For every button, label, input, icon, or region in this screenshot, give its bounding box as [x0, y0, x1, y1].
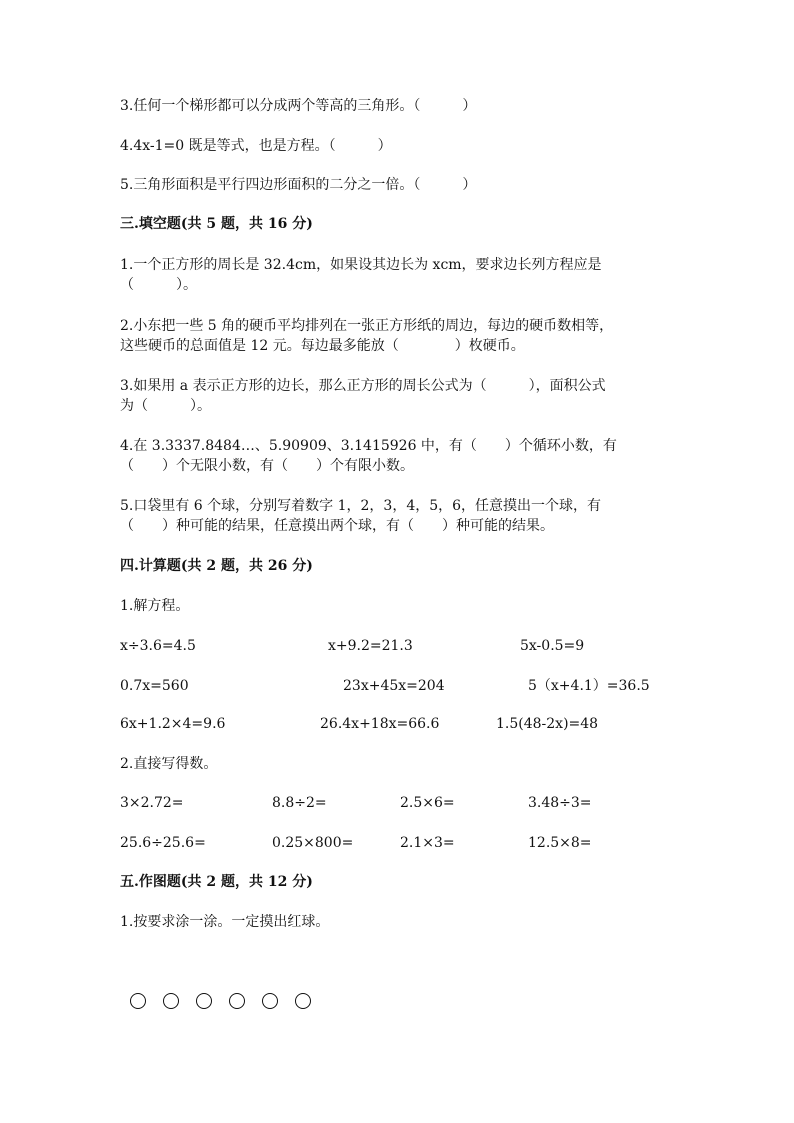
equation: 1.5(48-2x)=48: [496, 716, 599, 732]
section-4-title: 四.计算题(共 2 题，共 26 分): [120, 558, 313, 574]
fill-q1-line2: （ ）。: [120, 277, 197, 293]
equation: 5x-0.5=9: [520, 638, 585, 654]
equation: 0.7x=560: [120, 678, 189, 694]
equation: x+9.2=21.3: [328, 638, 413, 654]
judge-item-5: 5.三角形面积是平行四边形面积的二分之一倍。（ ）: [120, 177, 477, 193]
ball-circle[interactable]: [229, 993, 245, 1009]
direct-calc-item: 0.25×800=: [272, 835, 354, 851]
calc-q1-title: 1.解方程。: [120, 598, 190, 614]
direct-calc-item: 2.5×6=: [400, 795, 455, 811]
section-3-title: 三.填空题(共 5 题，共 16 分): [120, 216, 313, 232]
ball-circle[interactable]: [130, 993, 146, 1009]
equation: x÷3.6=4.5: [120, 638, 196, 654]
direct-calc-item: 3×2.72=: [120, 795, 184, 811]
direct-calc-item: 3.48÷3=: [528, 795, 592, 811]
direct-calc-item: 8.8÷2=: [272, 795, 327, 811]
ball-circle[interactable]: [262, 993, 278, 1009]
fill-q1-line1: 1.一个正方形的周长是 32.4cm，如果设其边长为 xcm，要求边长列方程应是: [120, 257, 602, 273]
direct-calc-item: 25.6÷25.6=: [120, 835, 206, 851]
direct-calc-item: 2.1×3=: [400, 835, 455, 851]
judge-item-3: 3.任何一个梯形都可以分成两个等高的三角形。（ ）: [120, 98, 477, 114]
fill-q4-line1: 4.在 3.3337.8484…、5.90909、3.1415926 中，有（ ）个循环小数，有: [120, 438, 617, 454]
judge-item-4: 4.4x-1=0 既是等式，也是方程。（ ）: [120, 138, 392, 154]
fill-q3-line2: 为（ ）。: [120, 398, 211, 414]
ball-circle[interactable]: [295, 993, 311, 1009]
fill-q5-line2: （ ）种可能的结果，任意摸出两个球，有（ ）种可能的结果。: [120, 518, 554, 534]
fill-q2-line2: 这些硬币的总面值是 12 元。每边最多能放（ ）枚硬币。: [120, 338, 525, 354]
fill-q4-line2: （ ）个无限小数，有（ ）个有限小数。: [120, 458, 414, 474]
equation: 5（x+4.1）=36.5: [528, 678, 650, 694]
calc-q2-title: 2.直接写得数。: [120, 756, 218, 772]
equation: 23x+45x=204: [343, 678, 445, 694]
ball-circle[interactable]: [163, 993, 179, 1009]
ball-circle[interactable]: [196, 993, 212, 1009]
draw-q1-title: 1.按要求涂一涂。一定摸出红球。: [120, 914, 330, 930]
section-5-title: 五.作图题(共 2 题，共 12 分): [120, 874, 313, 890]
fill-q5-line1: 5.口袋里有 6 个球，分别写着数字 1，2，3，4，5，6，任意摸出一个球，有: [120, 498, 602, 514]
fill-q3-line1: 3.如果用 a 表示正方形的边长，那么正方形的周长公式为（ ），面积公式: [120, 378, 606, 394]
fill-q2-line1: 2.小东把一些 5 角的硬币平均排列在一张正方形纸的周边，每边的硬币数相等，: [120, 318, 614, 334]
direct-calc-item: 12.5×8=: [528, 835, 592, 851]
equation: 26.4x+18x=66.6: [320, 716, 440, 732]
equation: 6x+1.2×4=9.6: [120, 716, 226, 732]
